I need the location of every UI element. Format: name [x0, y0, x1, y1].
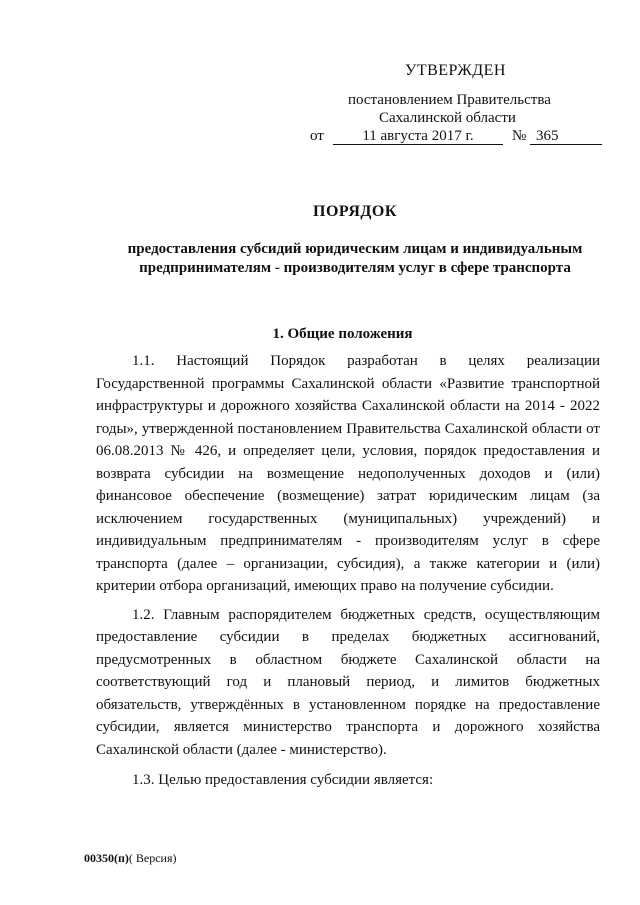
- approval-line-region: Сахалинской области: [379, 110, 516, 126]
- footer-code: [84, 851, 177, 866]
- paragraph-1-1: 1.1. Настоящий Порядок разработан в целях реализации Государственной программы Сахалинской области «Развитие транспортной инфраструктуры и дорожного хозяйства Сахалинской области на 2014 - 2022 годы», утвержденной постановлением Правительства Сахалинской области от 06.08.2013 № 426, и определяет цели, условия, порядок предоставления и возврата субсидии на возмещение недополученных доходов и (или) финансовое обеспечение (возмещение) затрат юридическим лицам (за исключением государственных (муниципальных) учреждений) и индивидуальным предпринимателям - производителям услуг в сфере транспорта (далее – организации, субсидия), а также категории и (или) критерии отбора организаций, имеющих право на получение субсидии.: [96, 353, 600, 594]
- section-heading: 1. Общие положения: [272, 326, 413, 342]
- number-label: №: [512, 128, 527, 144]
- approval-title: УТВЕРЖДЕН: [405, 62, 506, 79]
- document-title: ПОРЯДОК: [313, 203, 397, 220]
- from-label: от: [310, 128, 324, 144]
- approval-date-row: [310, 128, 600, 148]
- approval-date: 11 августа 2017 г.: [333, 128, 503, 145]
- document-version: ( Версия): [128, 851, 177, 865]
- approval-number: 365: [530, 128, 602, 145]
- paragraph-1-2: 1.2. Главным распорядителем бюджетных средств, осуществляющим предоставление субсидии в пределах бюджетных ассигнований, предусмотренных в областном бюджете Сахалинской области на соответствующий год и плановый период, и лимитов бюджетных обязательств, утверждённых в установленном порядке на предоставление субсидии, является министерство транспорта и дорожного хозяйства Сахалинской области (далее - министерство).: [96, 606, 600, 758]
- approval-line-resolution: постановлением Правительства: [348, 92, 551, 108]
- paragraph-1-3: 1.3. Целью предоставления субсидии является:: [132, 772, 434, 788]
- document-code: 00350(п): [84, 851, 129, 865]
- document-subtitle: предоставления субсидий юридическим лицам и индивидуальным предпринимателям - производителям услуг в сфере транспорта: [127, 241, 583, 276]
- section-body: [96, 350, 600, 792]
